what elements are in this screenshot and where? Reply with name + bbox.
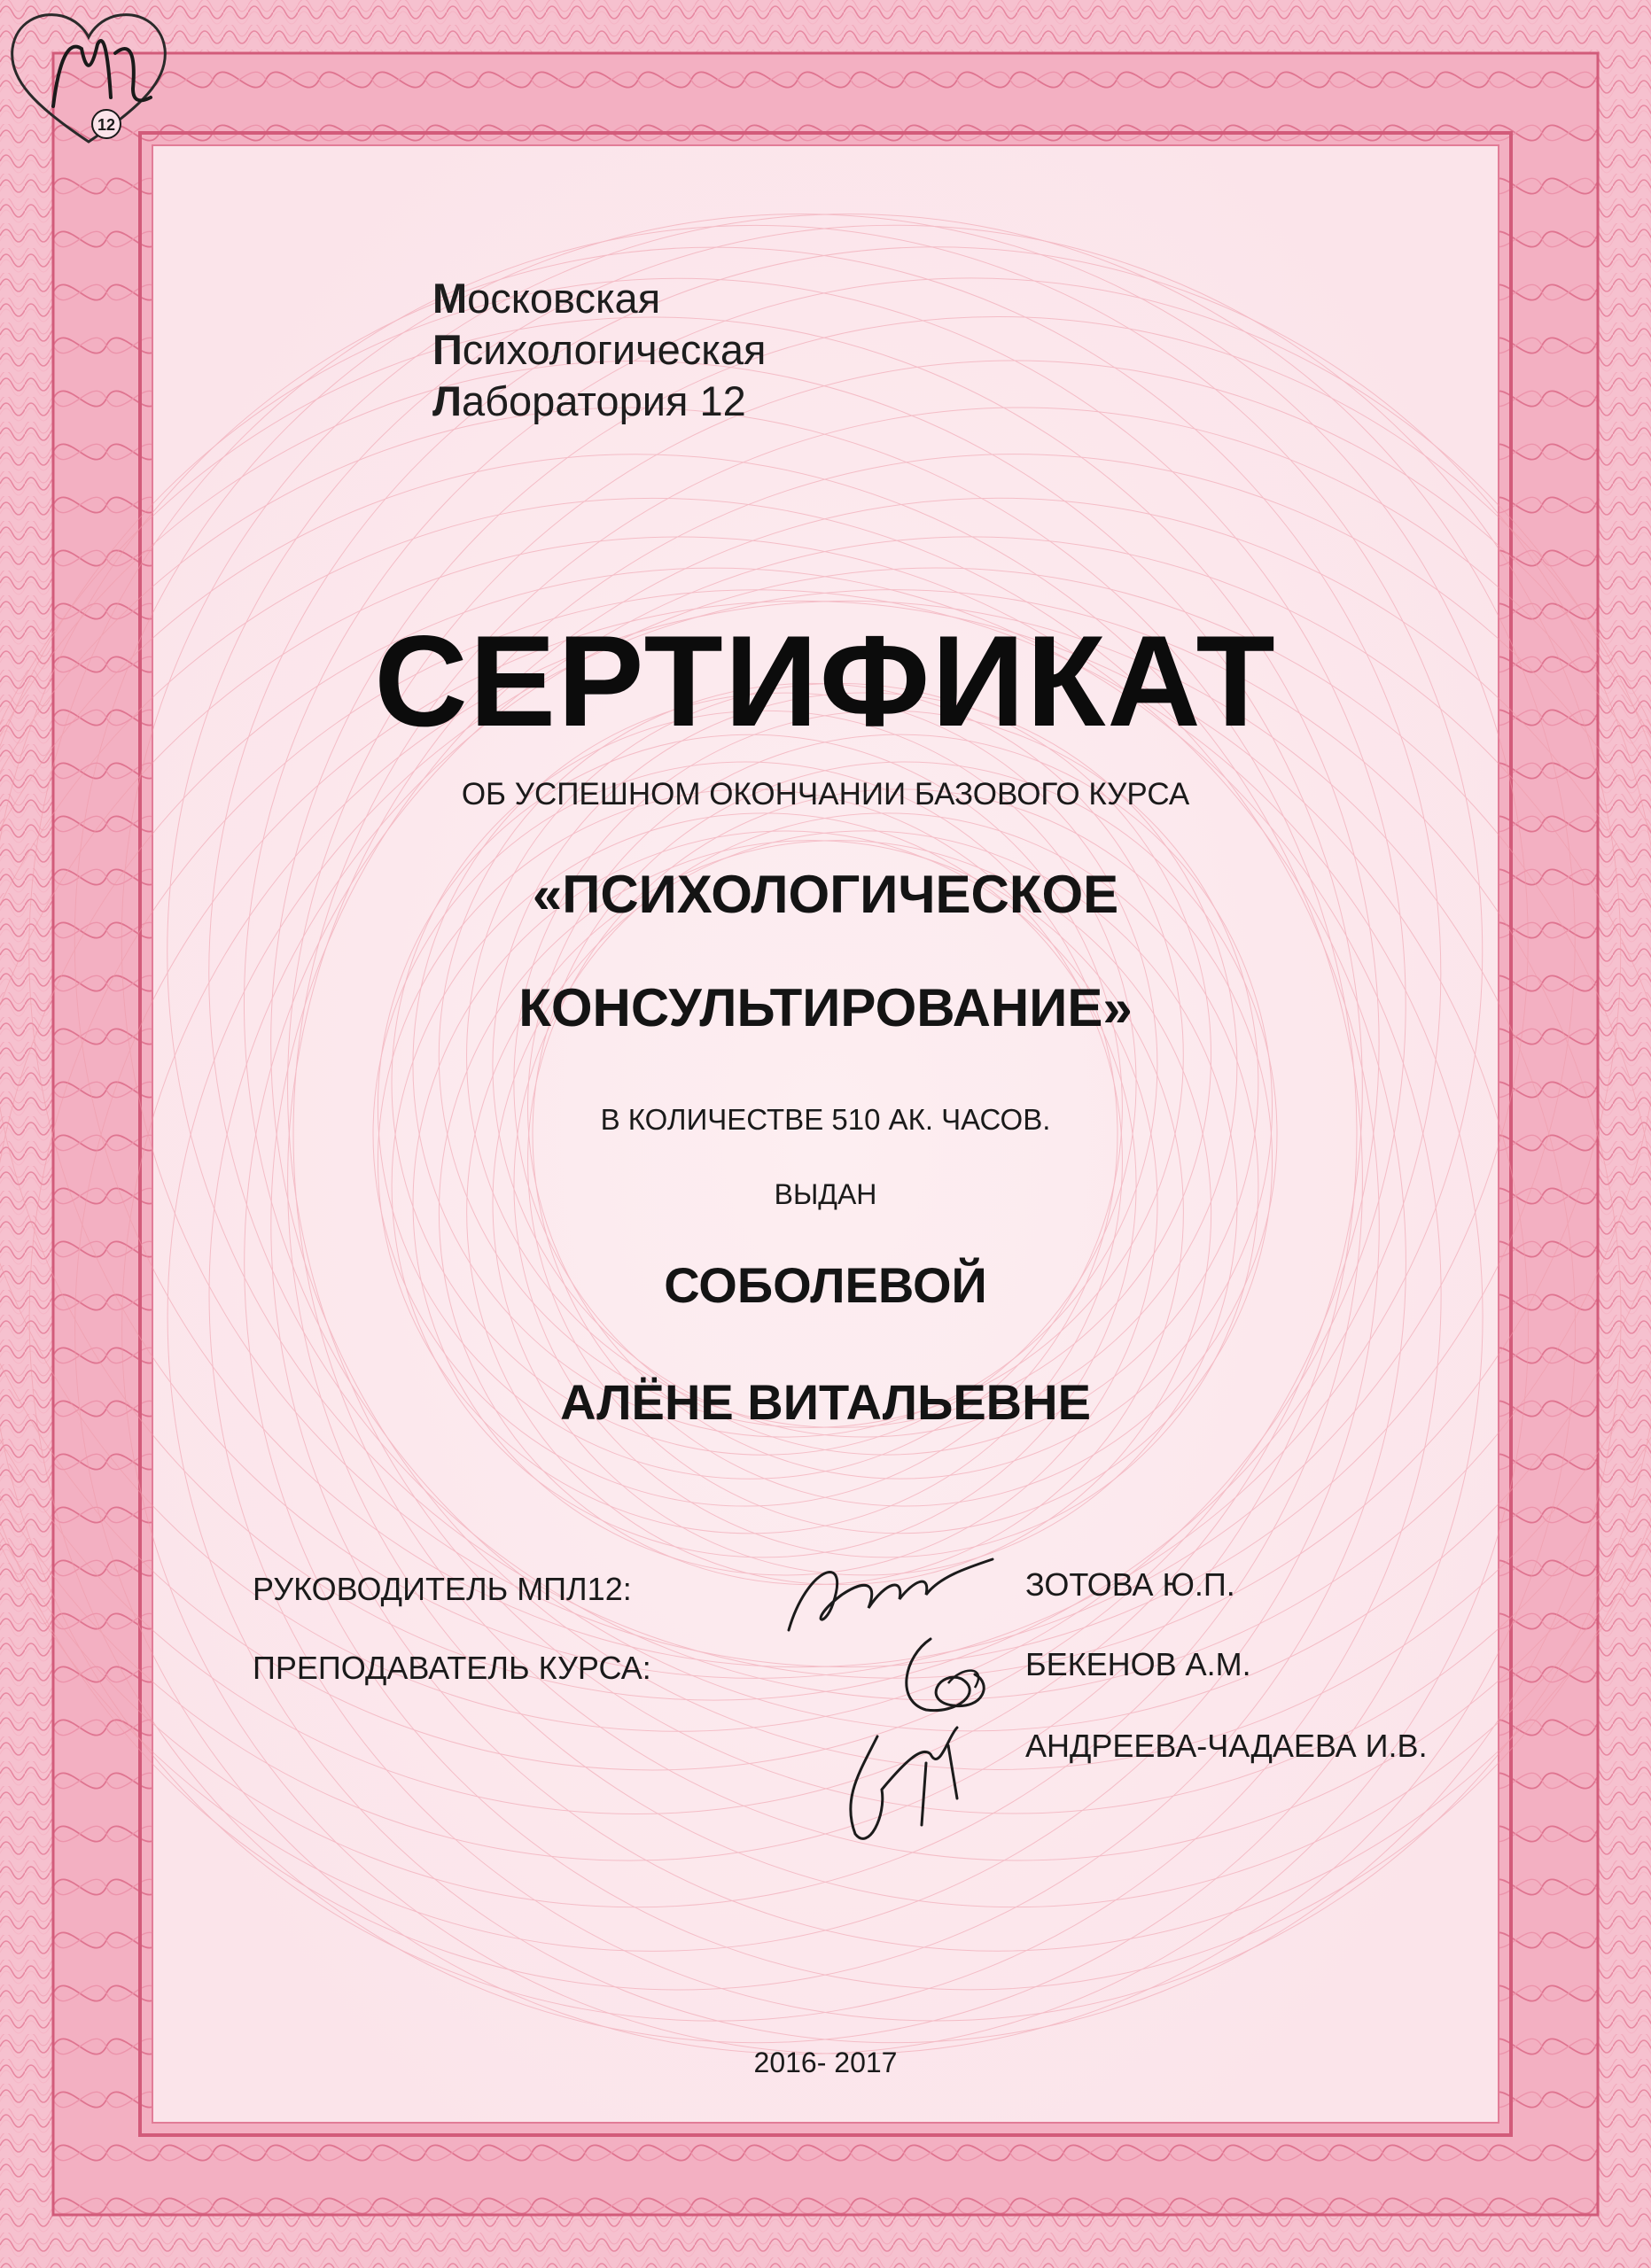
certificate-title: СЕРТИФИКАТ [374,609,1277,753]
organization-line-3: Лаборатория 12 [432,377,746,424]
recipient-surname: СОБОЛЕВОЙ [664,1257,987,1313]
organization-line-1: Московская [432,275,661,322]
logo-number: 12 [97,116,116,134]
course-name-line-1: «ПСИХОЛОГИЧЕСКОЕ [532,865,1119,924]
organization-line-2: Психологическая [432,326,767,373]
issued-label: ВЫДАН [774,1178,877,1210]
head-label: РУКОВОДИТЕЛЬ МПЛ12: [253,1571,632,1607]
course-name-line-2: КОНСУЛЬТИРОВАНИЕ» [518,978,1133,1037]
signatory-name: ЗОТОВА Ю.П. [1025,1566,1235,1603]
organization-name [432,273,766,427]
handwritten-signatures [771,1533,1037,1887]
signatory-name: АНДРЕЕВА-ЧАДАЕВА И.В. [1025,1728,1428,1764]
course-hours: В КОЛИЧЕСТВЕ 510 АК. ЧАСОВ. [600,1103,1051,1136]
teacher-label: ПРЕПОДАВАТЕЛЬ КУРСА: [253,1650,651,1686]
certificate-subtitle: ОБ УСПЕШНОМ ОКОНЧАНИИ БАЗОВОГО КУРСА [461,777,1190,812]
years: 2016- 2017 [753,2047,898,2078]
recipient-given-names: АЛЁНЕ ВИТАЛЬЕВНЕ [560,1374,1091,1430]
signatory-name: БЕКЕНОВ А.М. [1025,1646,1251,1682]
